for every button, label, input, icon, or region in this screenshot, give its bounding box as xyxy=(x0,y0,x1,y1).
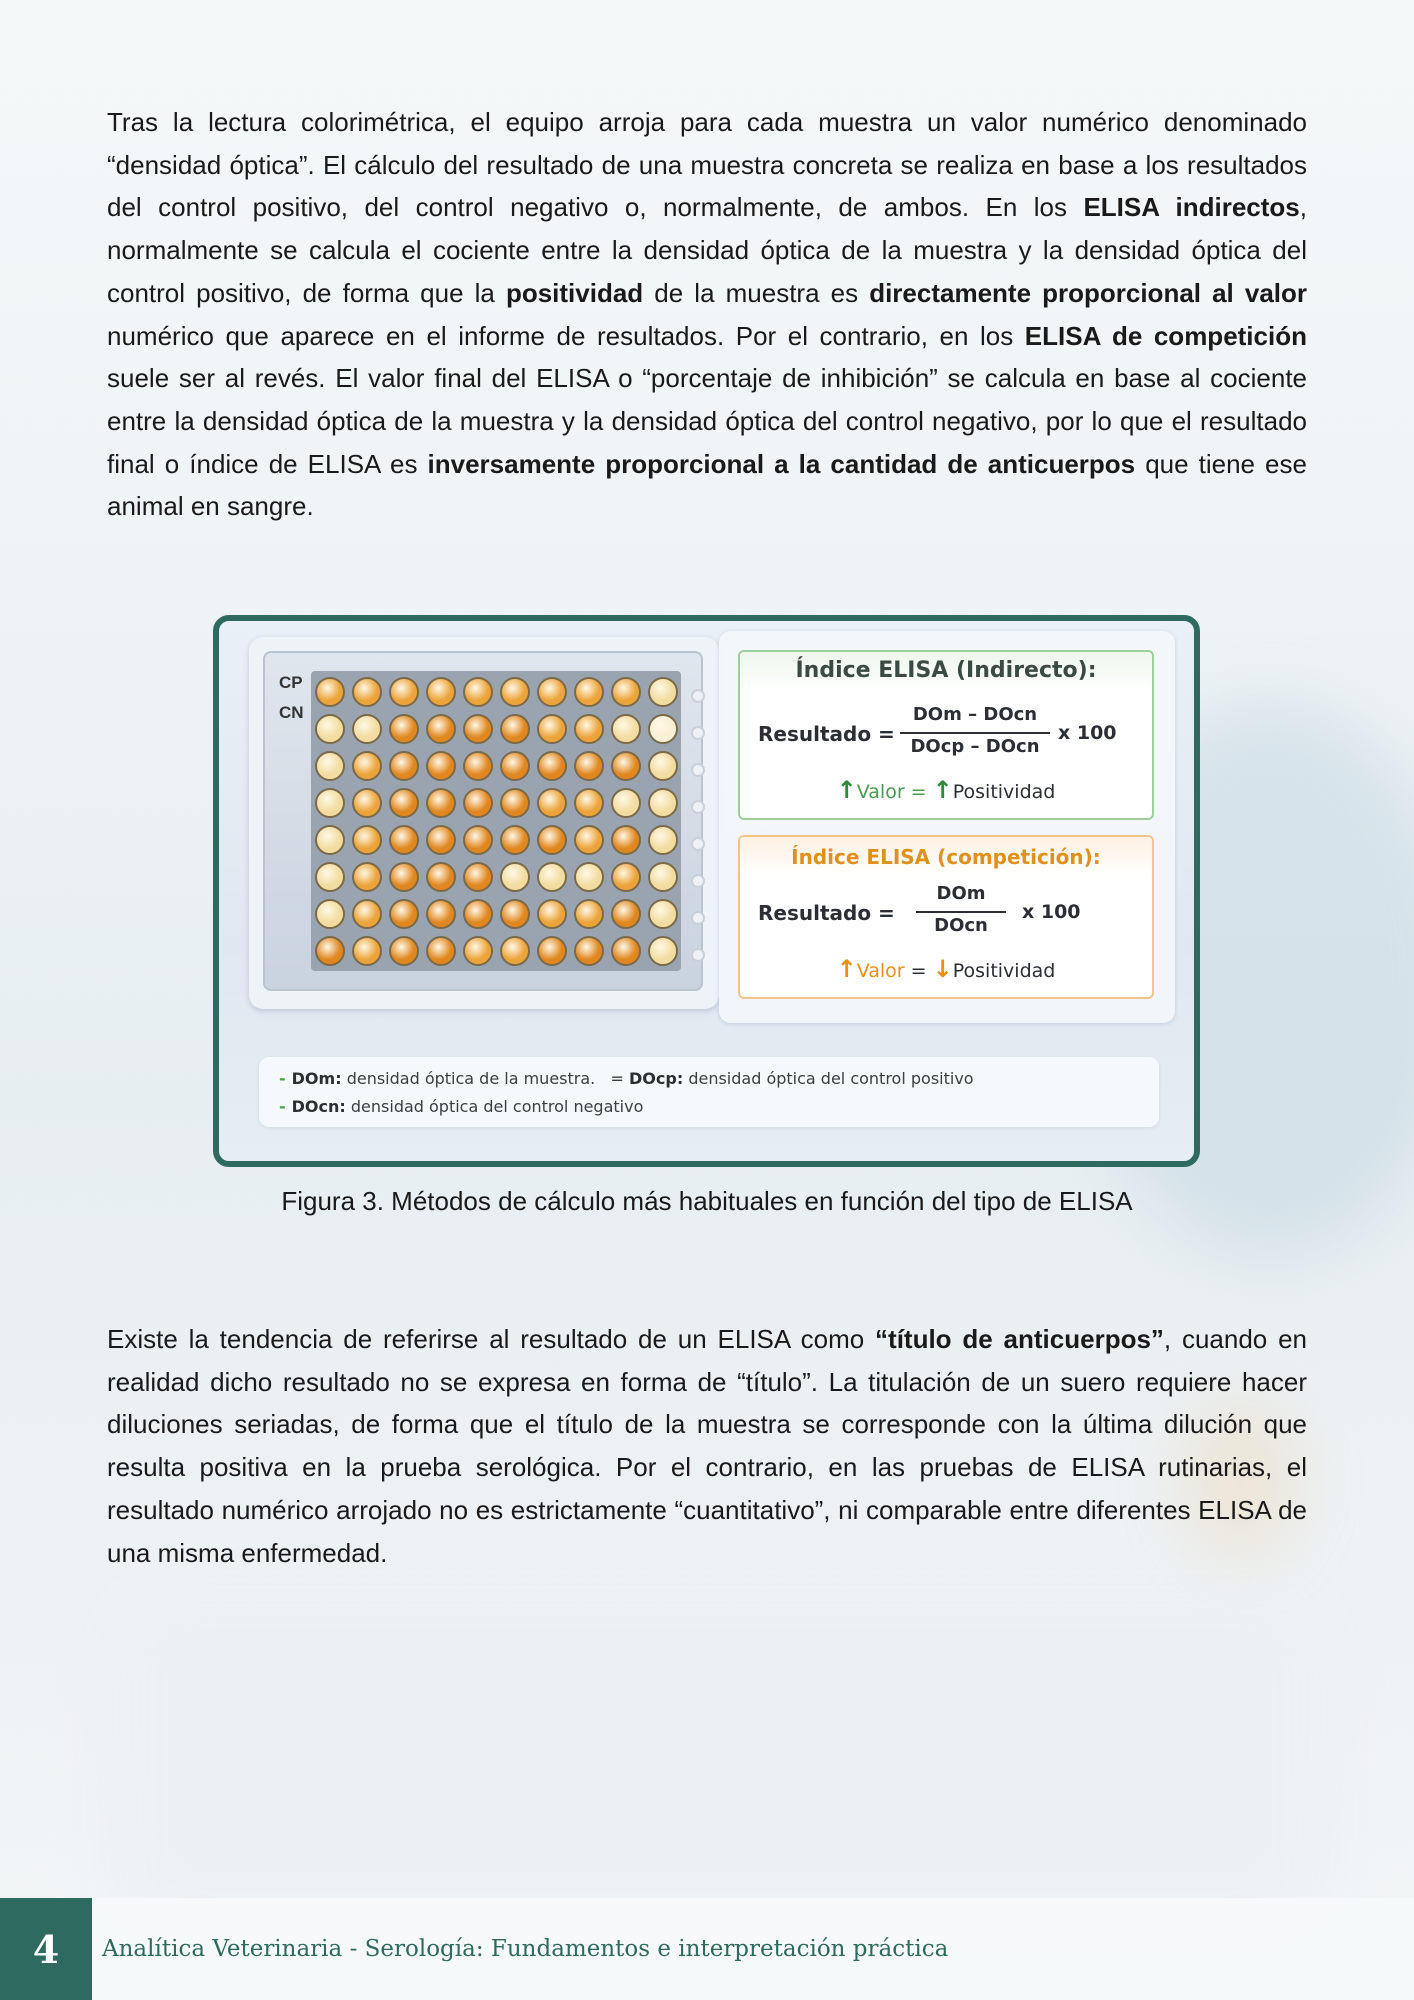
plate-well xyxy=(648,751,678,781)
plate-well xyxy=(389,862,419,892)
plate-well xyxy=(500,936,530,966)
page-number: 4 xyxy=(0,1898,92,2000)
text-run: que tiene ese animal en sangre. xyxy=(107,448,1307,522)
plate-edge-hole xyxy=(691,911,705,925)
plate-well xyxy=(389,825,419,855)
bold-text-run: ELISA indirectos xyxy=(1083,192,1300,223)
plate-well xyxy=(611,862,641,892)
plate-well xyxy=(611,677,641,707)
plate-well xyxy=(574,751,604,781)
plate-well xyxy=(463,899,493,929)
plate-well xyxy=(426,899,456,929)
plate-well xyxy=(537,714,567,744)
plate-well xyxy=(426,936,456,966)
bold-text-run: directamente proporcional al valor xyxy=(869,277,1308,308)
figure-elisa-calculation xyxy=(213,615,1200,1167)
legend-dom-key: DOm: xyxy=(291,1069,342,1088)
plate-edge-hole xyxy=(691,689,705,703)
plate-wells-grid xyxy=(311,671,681,971)
indirect-valor-line xyxy=(740,776,1152,804)
competition-denominator: DOcn xyxy=(934,915,988,936)
legend-dom-text: densidad óptica de la muestra. xyxy=(346,1069,596,1088)
plate-well xyxy=(500,788,530,818)
plate-well xyxy=(648,677,678,707)
legend-docp-prefix: = xyxy=(610,1069,624,1088)
plate-well xyxy=(611,788,641,818)
plate-well xyxy=(463,751,493,781)
legend-bullet: - xyxy=(279,1097,286,1116)
plate-well xyxy=(389,788,419,818)
legend-docp-text: densidad óptica del control positivo xyxy=(688,1069,974,1088)
plate-well xyxy=(500,862,530,892)
plate-well xyxy=(463,714,493,744)
plate-well xyxy=(648,862,678,892)
plate-well xyxy=(574,899,604,929)
plate-edge-hole xyxy=(691,874,705,888)
plate-well xyxy=(426,751,456,781)
bold-text-run: “título de anticuerpos” xyxy=(875,1324,1164,1354)
arrow-up-icon: ↑ xyxy=(836,776,857,804)
legend-bullet: - xyxy=(279,1069,286,1088)
competition-elisa-box xyxy=(738,835,1154,999)
plate-edge-hole xyxy=(691,763,705,777)
plate-well xyxy=(463,677,493,707)
plate-well xyxy=(352,936,382,966)
plate-well xyxy=(389,899,419,929)
plate-well xyxy=(315,825,345,855)
arrow-up-icon: ↑ xyxy=(932,776,953,804)
indirect-positividad-label: Positividad xyxy=(952,781,1056,803)
plate-well xyxy=(648,714,678,744)
text-run: numérico que aparece en el informe de resultados. Por el contrario, en los xyxy=(107,320,1025,351)
plate-well xyxy=(537,899,567,929)
figure-caption: Figura 3. Métodos de cálculo más habituales en función del tipo de ELISA xyxy=(281,1186,1133,1216)
plate-edge-hole xyxy=(691,948,705,962)
indirect-elisa-box xyxy=(738,650,1154,820)
background-rack-blur xyxy=(120,1600,1320,1920)
plate-well xyxy=(537,788,567,818)
plate-well xyxy=(352,788,382,818)
plate-label-cn: CN xyxy=(279,703,304,722)
plate-well xyxy=(648,899,678,929)
paragraph-densidad-optica xyxy=(107,101,1307,528)
text-run: Existe la tendencia de referirse al resultado de un ELISA como xyxy=(107,1324,876,1354)
plate-well xyxy=(463,936,493,966)
bold-text-run: ELISA de competición xyxy=(1024,320,1307,351)
plate-well xyxy=(574,714,604,744)
plate-well xyxy=(611,936,641,966)
plate-well xyxy=(352,825,382,855)
formula-panel xyxy=(719,631,1175,1023)
indirect-fraction-line xyxy=(900,732,1050,734)
plate-well xyxy=(611,751,641,781)
plate-well xyxy=(463,788,493,818)
competition-equals: = xyxy=(910,960,927,982)
plate-well xyxy=(648,788,678,818)
plate-well xyxy=(426,677,456,707)
plate-well xyxy=(315,714,345,744)
indirect-numerator: DOm – DOcn xyxy=(912,704,1038,725)
competition-result-label: Resultado = xyxy=(758,901,895,925)
page-footer xyxy=(0,1898,1414,2000)
competition-numerator: DOm xyxy=(936,883,986,904)
indirect-valor-label: Valor = xyxy=(856,781,927,803)
plate-edge-hole xyxy=(691,726,705,740)
arrow-down-icon: ↓ xyxy=(932,955,953,983)
legend-row-dom-docp xyxy=(279,1069,974,1088)
competition-elisa-title: Índice ELISA (competición): xyxy=(791,845,1101,869)
plate-well xyxy=(352,714,382,744)
plate-well xyxy=(537,936,567,966)
microplate xyxy=(263,651,703,991)
plate-well xyxy=(648,936,678,966)
plate-well xyxy=(574,677,604,707)
bold-text-run: inversamente proporcional a la cantidad de anticuerpos xyxy=(427,448,1136,479)
plate-well xyxy=(315,862,345,892)
arrow-up-icon: ↑ xyxy=(836,955,857,983)
plate-well xyxy=(500,677,530,707)
plate-well xyxy=(389,714,419,744)
indirect-elisa-title: Índice ELISA (Indirecto): xyxy=(795,658,1097,683)
plate-well xyxy=(352,899,382,929)
plate-well xyxy=(315,677,345,707)
legend-row-docn xyxy=(279,1097,643,1116)
text-run: , cuando en realidad dicho resultado no se expresa en forma de “título”. La titulación de un suero requiere hacer diluciones seriadas, de forma que el título de la muestra se corresponde con la última dilución que resulta positiva en la prueba serológica. Por el contrario, en las pruebas de ELISA rutinarias, el resultado numérico arrojado no es estrictamente “cuantitativo”, ni comparable entre diferentes ELISA de una misma enfermedad. xyxy=(107,1324,1308,1568)
plate-well xyxy=(537,751,567,781)
text-run: suele ser al revés. El valor final del ELISA o “porcentaje de inhibición” se calcula en base al cociente entre la densidad óptica de la muestra y la densidad óptica del control negativo, por lo que el resultado final o índice de ELISA es xyxy=(107,363,1307,479)
figure-legend xyxy=(259,1057,1159,1127)
plate-well xyxy=(500,751,530,781)
plate-edge-hole xyxy=(691,837,705,851)
text-run: Tras la lectura colorimétrica, el equipo arroja para cada muestra un valor numérico denominado “densidad óptica”. El cálculo del resultado de una muestra concreta se realiza en base a los resultados del control positivo, del control negativo o, normalmente, de ambos. En los xyxy=(107,107,1307,223)
competition-fraction-line xyxy=(916,911,1006,913)
plate-well xyxy=(315,899,345,929)
plate-well xyxy=(352,862,382,892)
plate-well xyxy=(315,936,345,966)
plate-well xyxy=(574,936,604,966)
plate-well xyxy=(352,677,382,707)
plate-well xyxy=(500,825,530,855)
plate-edge-hole xyxy=(691,800,705,814)
plate-well xyxy=(611,899,641,929)
plate-well xyxy=(389,677,419,707)
plate-well xyxy=(426,788,456,818)
plate-well xyxy=(315,788,345,818)
plate-well xyxy=(500,899,530,929)
plate-well xyxy=(611,714,641,744)
plate-well xyxy=(648,825,678,855)
plate-label-cp: CP xyxy=(279,673,303,692)
plate-well xyxy=(426,862,456,892)
plate-edge-holes xyxy=(691,675,705,975)
plate-well xyxy=(537,677,567,707)
plate-well xyxy=(574,788,604,818)
plate-well xyxy=(426,825,456,855)
plate-well xyxy=(537,825,567,855)
plate-well xyxy=(537,862,567,892)
competition-valor-label: Valor xyxy=(856,960,905,982)
plate-well xyxy=(463,825,493,855)
plate-well xyxy=(463,862,493,892)
plate-well xyxy=(574,825,604,855)
indirect-result-label: Resultado = xyxy=(758,722,895,746)
plate-well xyxy=(611,825,641,855)
competition-positividad-label: Positividad xyxy=(952,960,1056,982)
paragraph-titulo-anticuerpos xyxy=(107,1318,1307,1574)
competition-valor-line xyxy=(740,955,1152,983)
indirect-denominator: DOcp – DOcn xyxy=(910,736,1040,757)
plate-well xyxy=(315,751,345,781)
competition-times-100: x 100 xyxy=(1022,901,1081,923)
text-run: , normalmente se calcula el cociente entre la densidad óptica de la muestra y la densidad óptica del control positivo, de forma que la xyxy=(107,192,1307,308)
indirect-times-100: x 100 xyxy=(1058,722,1117,744)
legend-docn-key: DOcn: xyxy=(291,1097,346,1116)
legend-docp-key: DOcp: xyxy=(629,1069,684,1088)
plate-well xyxy=(500,714,530,744)
text-run: de la muestra es xyxy=(643,277,870,308)
plate-well xyxy=(389,751,419,781)
bold-text-run: positividad xyxy=(505,277,644,308)
footer-title: Analítica Veterinaria - Serología: Fundamentos e interpretación práctica xyxy=(102,1936,949,1962)
plate-well xyxy=(426,714,456,744)
plate-well xyxy=(574,862,604,892)
plate-well xyxy=(389,936,419,966)
elisa-plate-image xyxy=(249,637,719,1009)
legend-docn-text: densidad óptica del control negativo xyxy=(350,1097,644,1116)
plate-well xyxy=(352,751,382,781)
